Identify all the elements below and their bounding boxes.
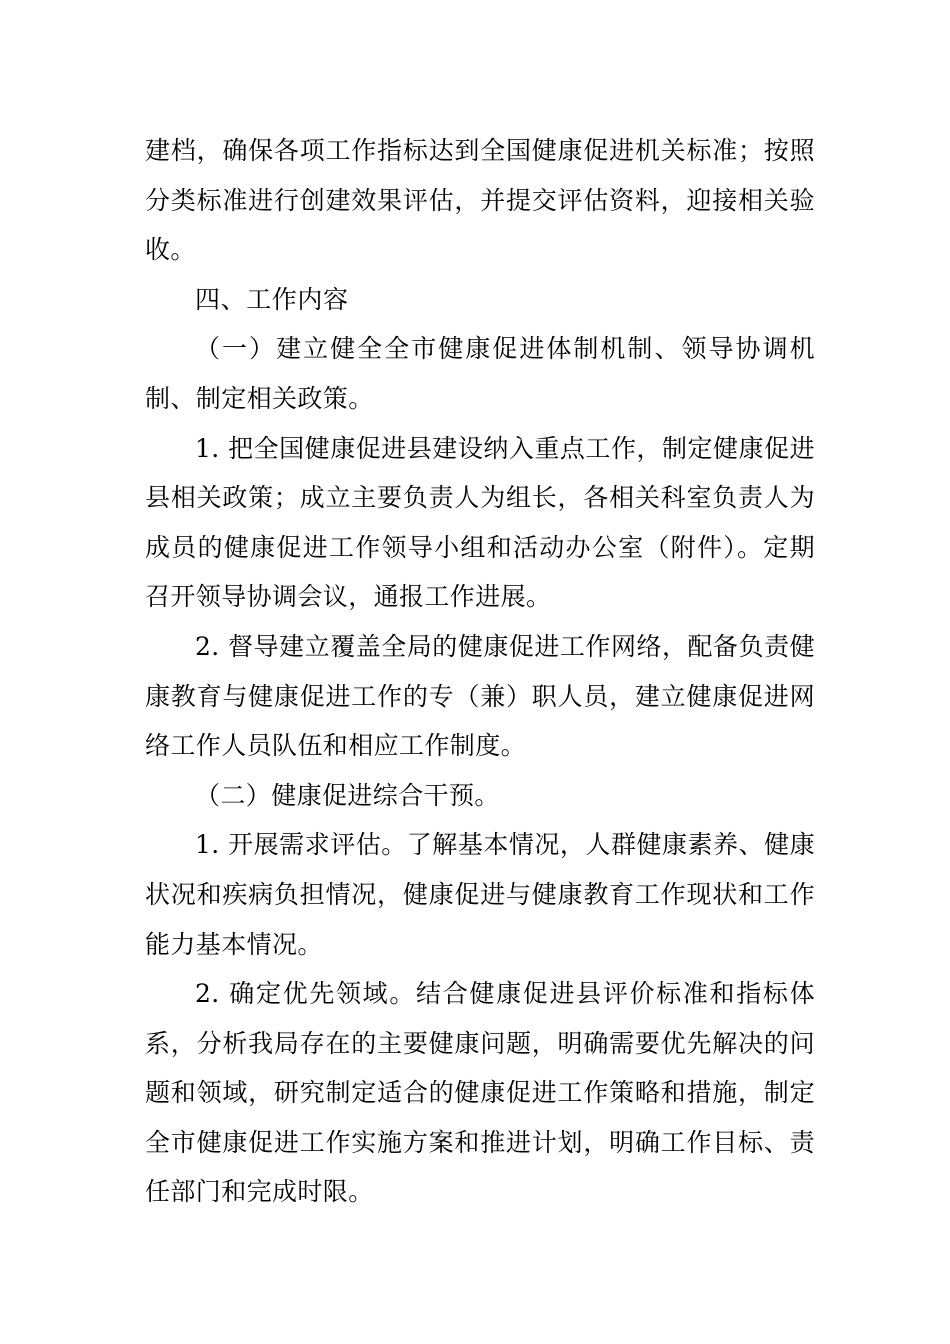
- document-body: [145, 126, 815, 1217]
- paragraph-item-1-2: 2. 督导建立覆盖全局的健康促进工作网络，配备负责健康教育与健康促进工作的专（兼）职人员，建立健康促进网络工作人员队伍和相应工作制度。: [145, 631, 815, 761]
- paragraph-item-2-2: 2. 确定优先领域。结合健康促进县评价标准和指标体系，分析我局存在的主要健康问题，明确需要优先解决的问题和领域，研究制定适合的健康促进工作策略和措施，制定全市健康促进工作实施方案和推进计划，明确工作目标、责任部门和完成时限。: [145, 979, 815, 1207]
- paragraph-continuation: 建档，确保各项工作指标达到全国健康促进机关标准；按照分类标准进行创建效果评估，并提交评估资料，迎接相关验收。: [145, 136, 815, 265]
- subsection-heading-2: （二）健康促进综合干预。: [195, 780, 500, 810]
- section-heading-work-content: 四、工作内容: [195, 284, 349, 314]
- paragraph-item-2-1: 1. 开展需求评估。了解基本情况，人群健康素养、健康状况和疾病负担情况，健康促进与健康教育工作现状和工作能力基本情况。: [145, 830, 815, 959]
- paragraph-item-1-1: 1. 把全国健康促进县建设纳入重点工作，制定健康促进县相关政策；成立主要负责人为组长，各相关科室负责人为成员的健康促进工作领导小组和活动办公室（附件）。定期召开领导协调会议，通报工作进展。: [145, 433, 815, 612]
- subsection-heading-1: （一）建立健全全市健康促进体制机制、领导协调机制、制定相关政策。: [145, 334, 815, 413]
